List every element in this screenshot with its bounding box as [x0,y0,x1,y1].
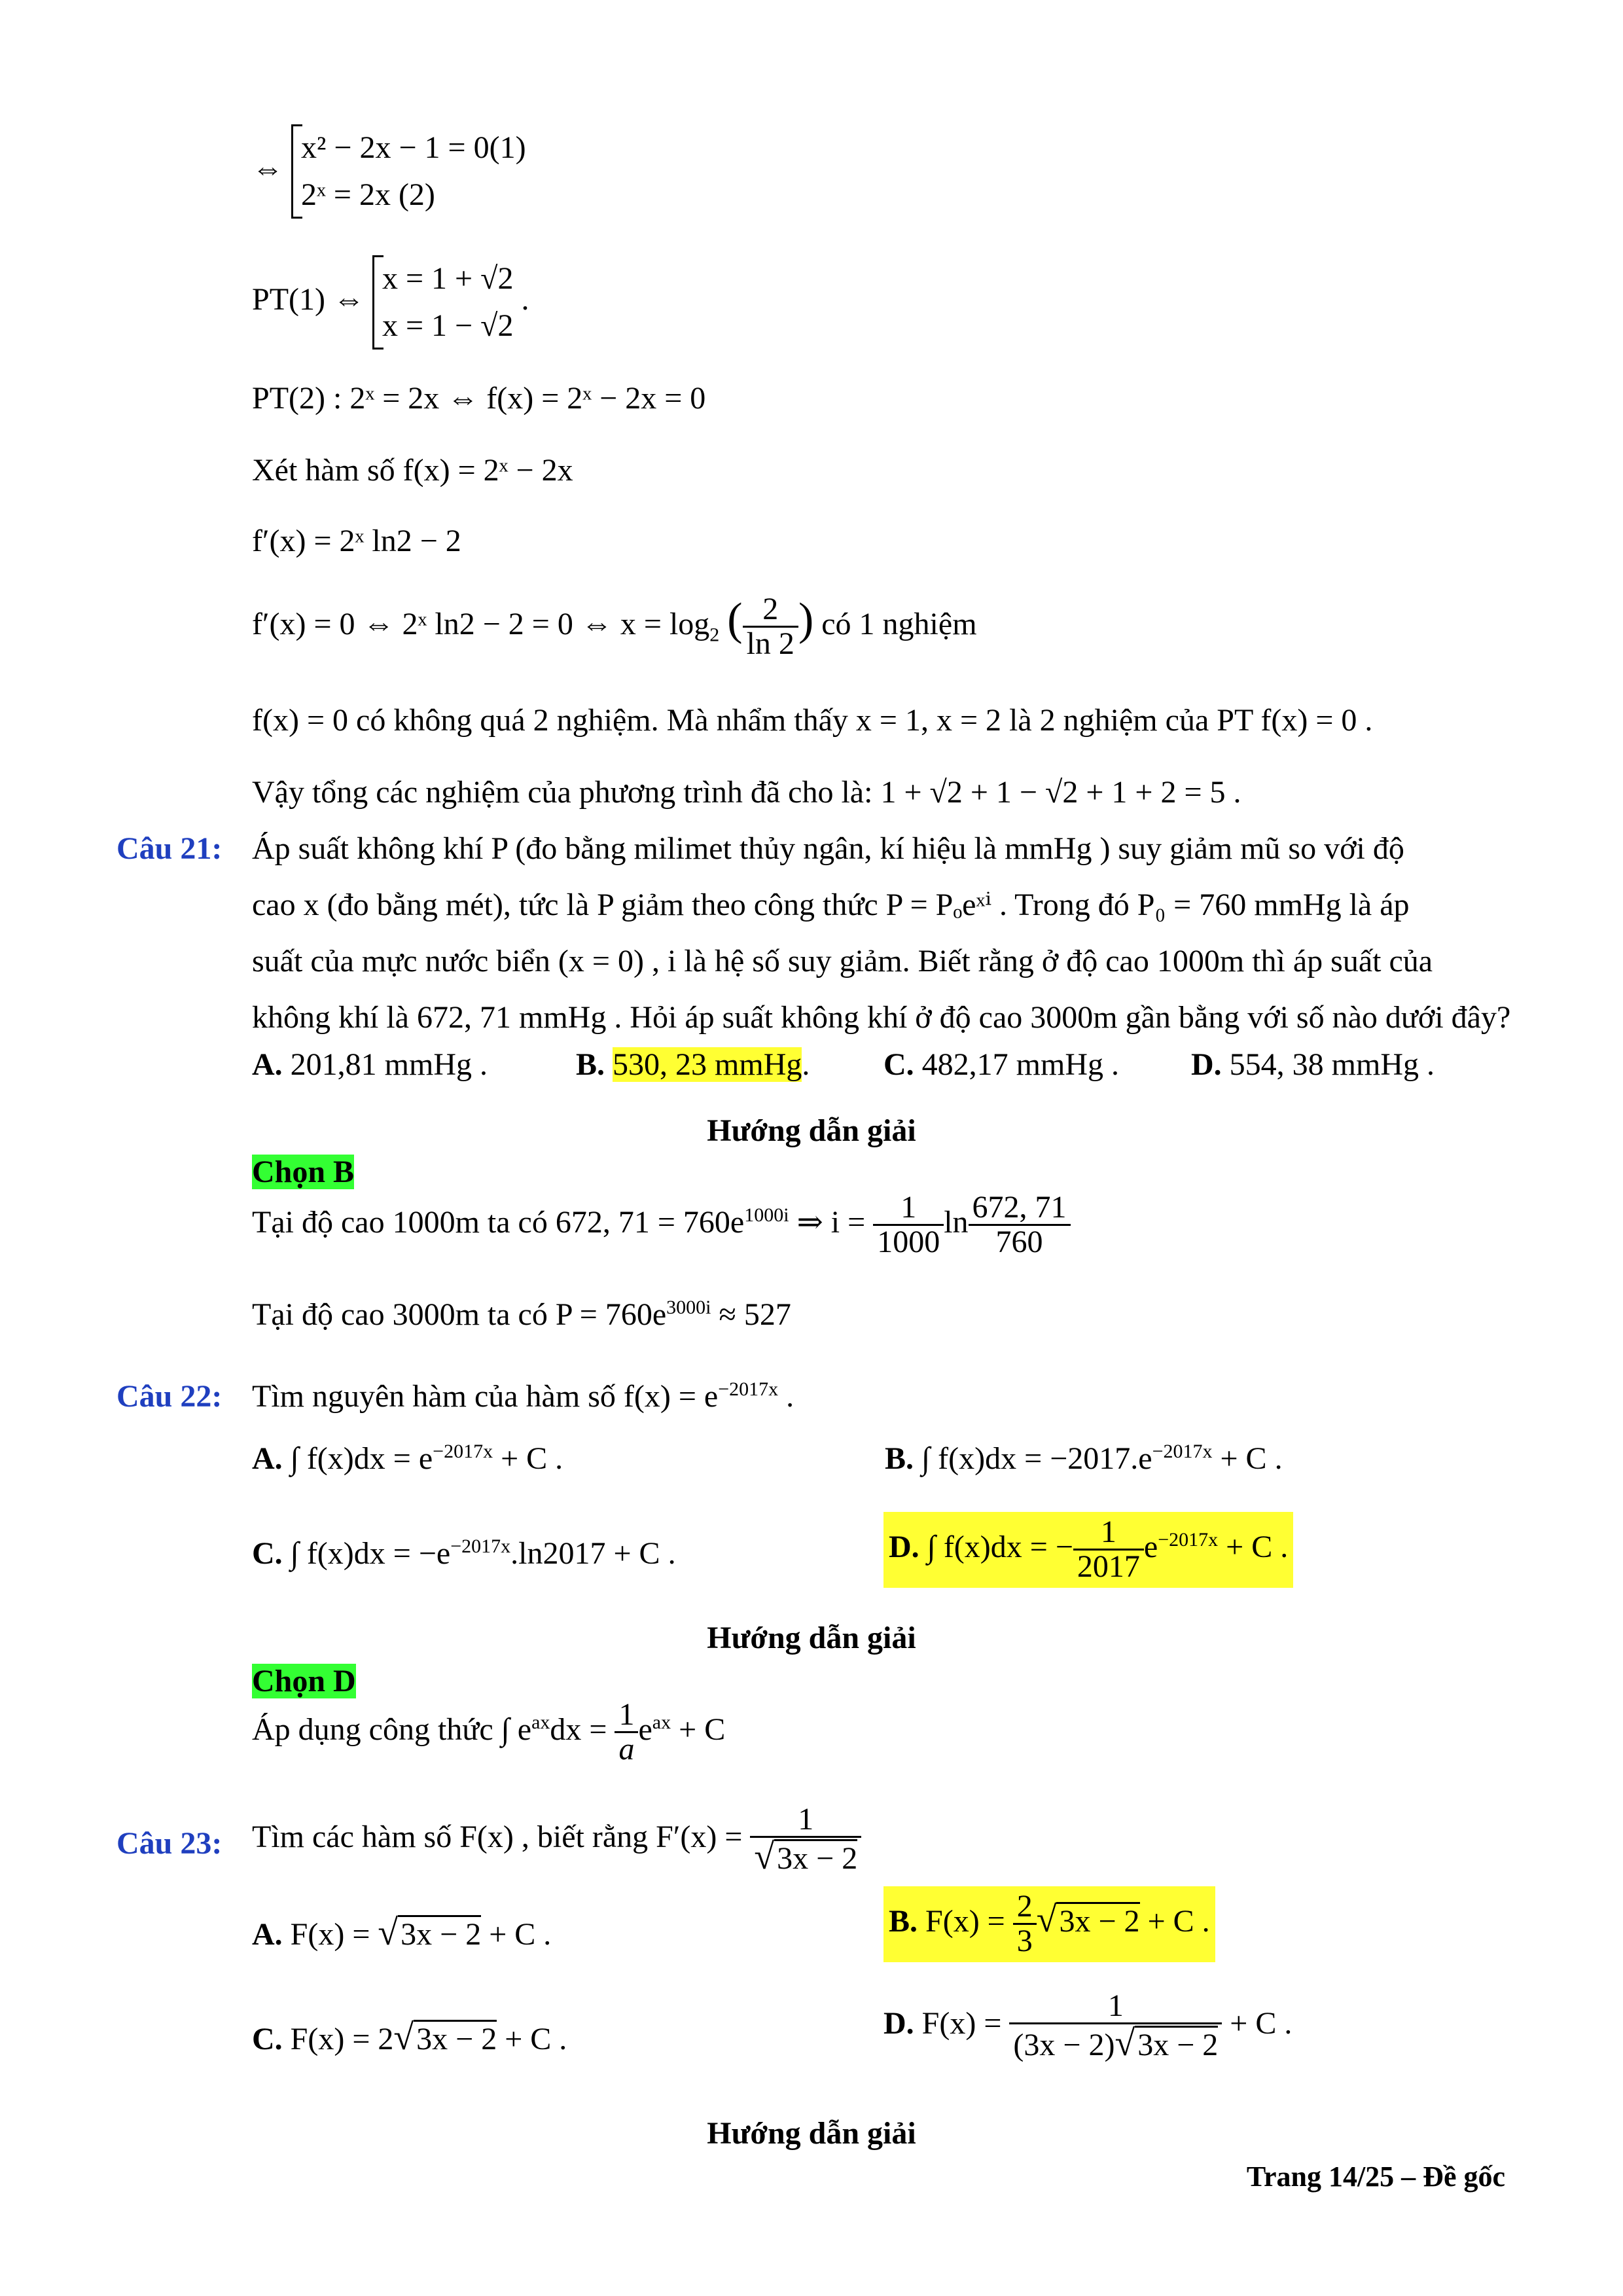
log-fraction-num: 2 [743,593,798,628]
sqrt-symbol: √ [1036,1899,1057,1940]
q21-option-b-key: B. [576,1047,605,1082]
q23-option-b[interactable] [883,1886,1215,1962]
q21-sol1-frac1-num: 1 [873,1191,944,1226]
q21-solution-2 [252,1296,791,1334]
q23-stem-text: Tìm các hàm số F(x) , biết rằng F′(x) = [252,1820,751,1855]
q22-sol-exp1: ax [531,1711,550,1733]
sqrt-symbol: √ [393,2017,414,2058]
q23-option-b-text: F(x) = [918,1903,1013,1939]
pt1-root-a: x = 1 + √2 [382,261,514,296]
page-footer: Trang 14/25 – Đề gốc [1246,2161,1505,2193]
q22-sol-frac [615,1698,638,1767]
q22-sol-exp2: ax [652,1711,671,1733]
q21-sol1-implies: ⇒ i = [789,1204,874,1240]
log-fraction-den: ln 2 [746,626,794,662]
sum-roots-line: Vậy tổng các nghiệm của phương trình đã cho là: 1 + √2 + 1 − √2 + 1 + 2 = 5 . [252,775,1241,810]
q21-sol2-exp: 3000i [666,1297,711,1318]
q22-sol-e: e [638,1712,652,1747]
equation-2: 2ˣ = 2x (2) [301,177,435,212]
q23-option-c[interactable] [252,2016,567,2060]
q22-option-a-text: ∫ f(x)dx = e [282,1441,433,1476]
q23-option-a-end: + C . [481,1917,552,1952]
q21-sol1-frac1 [873,1191,944,1259]
log-base: 2 [709,624,720,646]
q23-option-d-den-radicand: 3x − 2 [1135,2026,1218,2062]
q23-option-b-frac [1013,1890,1037,1958]
xet-ham-so-line: Xét hàm số f(x) = 2ˣ − 2x [252,453,573,488]
q22-option-d-end: + C . [1218,1529,1289,1564]
log-fraction [743,593,798,661]
equivalence-symbol: ⇔ [252,151,283,187]
q23-stem-num: 1 [750,1803,861,1838]
q22-answer-badge [252,1662,356,1700]
q21-sol1-frac2-num: 672, 71 [969,1191,1071,1226]
q22-stem-text: Tìm nguyên hàm của hàm số f(x) = e [252,1379,719,1414]
q23-option-b-radicand: 3x − 2 [1056,1902,1139,1939]
q22-sol-end: + C [671,1712,726,1747]
q21-option-d-key: D. [1191,1047,1222,1082]
q23-stem-frac [750,1803,861,1876]
q22-option-d-den: 2017 [1077,1549,1140,1585]
q21-sol1-frac2 [969,1191,1071,1259]
q21-option-d-value: 554, 38 mmHg . [1221,1047,1435,1082]
pt1-root-b: x = 1 − √2 [382,308,514,343]
q22-option-a-end: + C . [493,1441,563,1476]
q22-sol-num: 1 [615,1698,638,1733]
q22-sol-text: Áp dụng công thức ∫ e [252,1712,532,1747]
question-23-label: Câu 23: [116,1826,223,1861]
q21-solution-heading: Hướng dẫn giải [707,1113,916,1148]
q21-sol2-result: ≈ 527 [711,1297,791,1332]
pt1-label: PT(1) ⇔ [252,282,365,317]
q22-option-d-key: D. [889,1529,919,1564]
q22-option-b-exp: −2017x [1152,1441,1213,1462]
q22-option-c[interactable] [252,1535,676,1573]
q23-option-d-text: F(x) = [914,2006,1010,2041]
q21-option-c[interactable] [883,1046,1119,1084]
q22-option-c-exp: −2017x [450,1535,511,1557]
q23-stem [252,1803,861,1876]
q23-stem-den: 3x − 2 [774,1839,857,1876]
q23-option-b-num: 2 [1013,1890,1037,1925]
fprime-line: f′(x) = 2ˣ ln2 − 2 [252,524,461,558]
q22-solution [252,1698,725,1767]
q21-line-4: không khí là 672, 71 mmHg . Hỏi áp suất không khí ở độ cao 3000m gần bằng với số nào dưới đây? [252,1000,1511,1035]
q23-option-c-radicand: 3x − 2 [414,2020,497,2056]
q21-line-1: Áp suất không khí P (đo bằng milimet thủy ngân, kí hiệu là mmHg ) suy giảm mũ so với độ [252,831,1404,866]
q23-option-d-den-factor: (3x − 2) [1013,2028,1115,2063]
system-bracket [291,124,526,219]
sqrt-symbol: √ [754,1837,775,1878]
q21-line-3: suất của mực nước biển (x = 0) , i là hệ số suy giảm. Biết rằng ở độ cao 1000m thì áp suất của [252,944,1433,978]
q21-answer-badge [252,1153,354,1191]
q23-option-c-key: C. [252,2022,283,2056]
q23-option-d[interactable] [883,1990,1292,2063]
q22-option-d-exp: −2017x [1158,1528,1219,1551]
q23-solution-heading: Hướng dẫn giải [707,2116,916,2151]
q22-option-b-end: + C . [1212,1441,1283,1476]
q22-option-d[interactable] [883,1512,1293,1588]
equivalence-system [252,124,526,219]
q21-option-a[interactable] [252,1046,488,1084]
pt2-line: PT(2) : 2ˣ = 2x ⇔ f(x) = 2ˣ − 2x = 0 [252,381,706,416]
q23-option-c-text: F(x) = 2 [282,2022,394,2056]
q21-solution-1 [252,1191,1071,1259]
q21-option-b-value: 530, 23 mmHg [613,1047,802,1082]
q21-option-d[interactable] [1191,1046,1435,1084]
q23-option-a-radicand: 3x − 2 [398,1915,481,1952]
pt1-end: . [521,282,529,317]
q21-option-a-key: A. [252,1047,283,1082]
q22-option-c-text: ∫ f(x)dx = −e [282,1536,451,1571]
q21-sol1-ln: ln [944,1204,969,1240]
fprime-zero-text: f′(x) = 0 ⇔ 2ˣ ln2 − 2 = 0 ⇔ x = log [252,607,710,641]
q23-option-b-end: + C . [1139,1903,1210,1939]
q22-option-c-key: C. [252,1536,283,1571]
khong-qua-line: f(x) = 0 có không quá 2 nghiệm. Mà nhẩm thấy x = 1, x = 2 là 2 nghiệm của PT f(x) = 0 . [252,703,1373,738]
q22-option-a-exp: −2017x [433,1441,493,1462]
q21-option-a-value: 201,81 mmHg . [282,1047,488,1082]
q22-solution-heading: Hướng dẫn giải [707,1621,916,1655]
q21-sol1-frac2-den: 760 [995,1225,1043,1260]
one-root-text: có 1 nghiệm [821,607,977,641]
q23-option-d-end: + C . [1222,2006,1293,2041]
q22-stem-exp: −2017x [718,1378,779,1400]
q21-option-b-end: . [802,1047,810,1082]
sqrt-symbol: √ [1115,2023,1135,2064]
q21-option-b[interactable] [576,1046,810,1084]
pt1-solution [252,255,529,350]
q23-option-a[interactable] [252,1911,551,1955]
q23-option-a-text: F(x) = [282,1917,378,1952]
q22-stem [252,1378,794,1416]
q22-sol-dx: dx = [550,1712,615,1747]
pt1-bracket [372,255,513,350]
q21-sol1-frac1-den: 1000 [877,1225,940,1260]
q21-sol1-exp: 1000i [744,1204,789,1226]
equation-1: x² − 2x − 1 = 0(1) [301,130,526,165]
q22-option-b-text: ∫ f(x)dx = −2017.e [914,1441,1152,1476]
sqrt-symbol: √ [378,1912,399,1953]
question-21-label: Câu 21: [116,831,223,866]
q22-option-d-text: ∫ f(x)dx = − [919,1529,1073,1564]
q22-option-b-key: B. [885,1441,914,1476]
q23-option-c-end: + C . [497,2022,567,2056]
q21-option-c-value: 482,17 mmHg . [914,1047,1120,1082]
q21-line-2: cao x (đo bằng mét), tức là P giảm theo công thức P = Pₒeˣⁱ . Trong đó P₀ = 760 mmHg là áp [252,888,1410,922]
q22-option-d-frac [1073,1516,1144,1584]
q22-option-b[interactable] [885,1440,1283,1478]
q22-answer-text: Chọn D [252,1664,356,1698]
q22-option-a[interactable] [252,1440,563,1478]
fprime-zero-line: f′(x) = 0 ⇔ 2ˣ ln2 − 2 = 0 ⇔ $x = \log_2$ ( $\frac{2}{\ln 2}$ ) có 1 nghiệm [252,592,977,662]
q21-answer-text: Chọn B [252,1155,355,1189]
q22-option-d-e: e [1143,1529,1158,1564]
q22-sol-den: a [618,1732,635,1767]
question-22-label: Câu 22: [116,1379,223,1414]
q23-option-b-key: B. [889,1903,918,1939]
q23-option-b-den: 3 [1016,1924,1033,1959]
q22-option-c-end: .ln2017 + C . [510,1536,676,1571]
q21-sol2-text: Tại độ cao 3000m ta có P = 760e [252,1297,667,1332]
q22-option-d-num: 1 [1073,1516,1144,1551]
q21-option-c-key: C. [883,1047,914,1082]
q21-sol1-text: Tại độ cao 1000m ta có 672, 71 = 760e [252,1204,745,1240]
q23-option-d-key: D. [883,2006,914,2041]
q23-option-d-frac [1009,1990,1222,2063]
q22-option-a-key: A. [252,1441,283,1476]
q23-option-a-key: A. [252,1917,283,1952]
q22-stem-end: . [778,1379,794,1414]
q23-option-d-num: 1 [1009,1990,1222,2024]
